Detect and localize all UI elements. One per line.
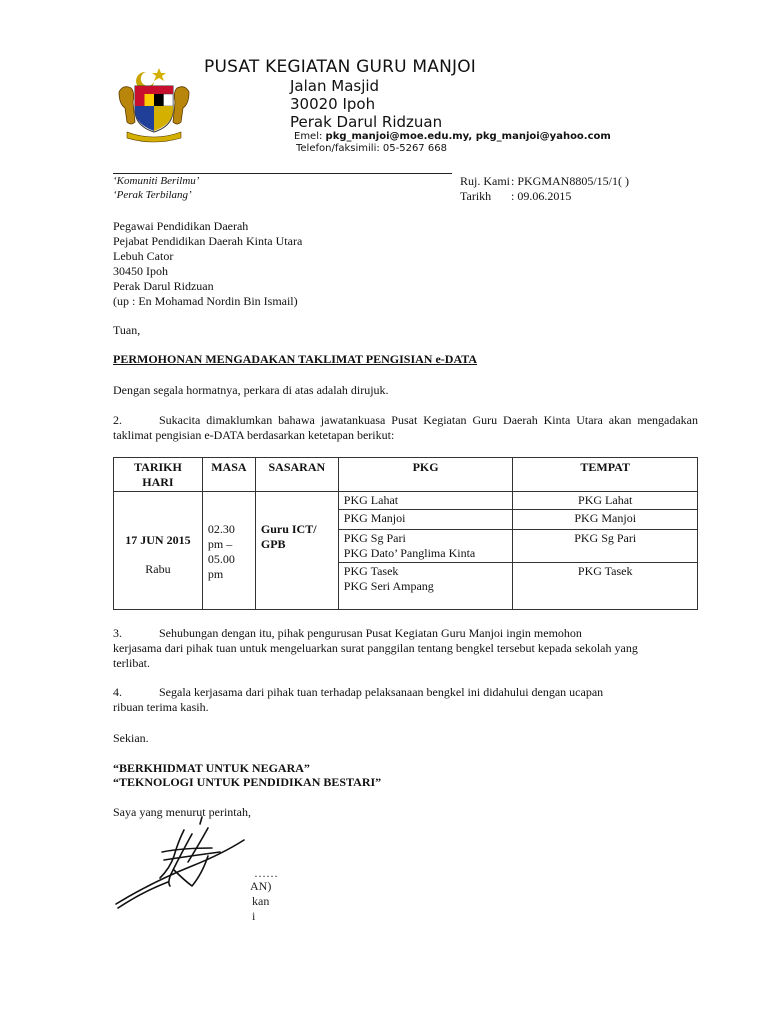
signature-title-fragment: kan — [252, 894, 270, 908]
schedule-table — [113, 457, 698, 610]
pkg-name: PKG Seri Ampang — [343, 579, 434, 593]
salutation: Tuan, — [113, 323, 141, 337]
event-date: 17 JUN 2015 — [125, 533, 191, 547]
header-masa: MASA — [202, 458, 255, 492]
pkg-cell — [338, 530, 513, 563]
header-divider — [113, 173, 452, 174]
pkg-name: PKG Manjoi — [343, 511, 406, 525]
table-header-row — [114, 458, 698, 492]
paragraph-4-text-rest: ribuan terima kasih. — [113, 700, 209, 714]
header-tarikh: TARIKH — [134, 460, 182, 474]
paragraph-3-text-first: Sehubungan dengan itu, pihak pengurusan Pusat Kegiatan Guru Manjoi ingin memohon — [159, 626, 582, 640]
pkg-name: PKG Dato’ Panglima Kinta — [343, 546, 476, 560]
recipient-line: Lebuh Cator — [113, 249, 174, 263]
recipient-line: Pejabat Pendidikan Daerah Kinta Utara — [113, 234, 303, 248]
organization-name: PUSAT KEGIATAN GURU MANJOI — [204, 57, 476, 77]
signature-title-fragment-2: i — [252, 909, 256, 923]
pkg-cell — [338, 510, 513, 530]
tempat-cell: PKG Lahat — [513, 492, 698, 510]
paragraph-4-text-first: Segala kerjasama dari pihak tuan terhadap pelaksanaan bengkel ini didahului dengan ucapan — [159, 685, 604, 699]
motto-line-2: ‘Perak Terbilang’ — [113, 189, 192, 201]
recipient-line: (up : En Mohamad Nordin Bin Ismail) — [113, 294, 298, 308]
paragraph-2-text: Sukacita dimaklumkan bahawa jawatankuasa Pusat Kegiatan Guru Daerah Kinta Utara akan mengadakan taklimat pengisian e-DATA berdasarkan ketetapan berikut: — [113, 413, 698, 442]
pkg-name: PKG Tasek — [343, 564, 399, 578]
date-cell — [114, 492, 203, 610]
recipient-line: Perak Darul Ridzuan — [113, 279, 214, 293]
header-hari: HARI — [142, 475, 174, 489]
tempat-cell: PKG Tasek — [513, 563, 698, 610]
paragraph-2 — [113, 413, 698, 443]
header-tempat: TEMPAT — [513, 458, 698, 492]
pkg-name: PKG Lahat — [343, 493, 399, 507]
paragraph-2-number: 2. — [113, 413, 122, 427]
email-label: Emel: — [294, 131, 326, 142]
event-day: Rabu — [145, 562, 171, 576]
ref-label: Ruj. Kami — [460, 174, 510, 188]
header-sasaran: SASARAN — [255, 458, 338, 492]
pkg-name: PKG Sg Pari — [343, 531, 406, 545]
handwritten-signature — [112, 812, 262, 912]
signature-name-fragment: AN) — [250, 879, 272, 893]
coat-of-arms-crest — [113, 62, 195, 144]
slogan-2: “TEKNOLOGI UNTUK PENDIDIKAN BESTARI” — [113, 775, 382, 789]
table-row — [114, 492, 698, 510]
email-values: pkg_manjoi@moe.edu.my, pkg_manjoi@yahoo.com — [325, 131, 611, 142]
recipient-address — [113, 219, 302, 309]
tempat-cell: PKG Manjoi — [513, 510, 698, 530]
closing: Sekian. — [113, 731, 149, 745]
address-line-1: Jalan Masjid — [290, 77, 380, 95]
header-tarikh-hari — [114, 458, 203, 492]
tempat-cell: PKG Sg Pari — [513, 530, 698, 563]
motto-line-1: ‘Komuniti Berilmu’ — [113, 175, 200, 187]
paragraph-4 — [113, 685, 698, 715]
paragraph-4-number: 4. — [113, 685, 122, 699]
target-cell: Guru ICT/ GPB — [255, 492, 338, 610]
email-line — [294, 131, 611, 142]
address-line-3: Perak Darul Ridzuan — [290, 113, 443, 131]
ref-value: : PKGMAN8805/15/1( ) — [511, 174, 630, 188]
paragraph-3 — [113, 626, 698, 671]
signoff: Saya yang menurut perintah, — [113, 805, 251, 819]
signature-dots: …… — [254, 866, 278, 880]
pkg-cell — [338, 492, 513, 510]
paragraph-3-number: 3. — [113, 626, 122, 640]
intro-paragraph: Dengan segala hormatnya, perkara di atas adalah dirujuk. — [113, 383, 389, 397]
pkg-cell — [338, 563, 513, 610]
paragraph-3-text-rest: kerjasama dari pihak tuan untuk mengeluarkan surat panggilan tentang bengkel tersebut kepada sekolah yang terlibat. — [113, 641, 638, 670]
subject-heading: PERMOHONAN MENGADAKAN TAKLIMAT PENGISIAN e-DATA — [113, 352, 478, 366]
address-line-2: 30020 Ipoh — [290, 95, 376, 113]
date-label: Tarikh — [460, 189, 492, 203]
recipient-line: 30450 Ipoh — [113, 264, 168, 278]
time-cell: 02.30 pm – 05.00 pm — [202, 492, 255, 610]
header-pkg: PKG — [338, 458, 513, 492]
slogan-1: “BERKHIDMAT UNTUK NEGARA” — [113, 761, 310, 775]
recipient-line: Pegawai Pendidikan Daerah — [113, 219, 249, 233]
phone-line: Telefon/faksimili: 05-5267 668 — [296, 143, 447, 154]
date-value: : 09.06.2015 — [511, 189, 572, 203]
